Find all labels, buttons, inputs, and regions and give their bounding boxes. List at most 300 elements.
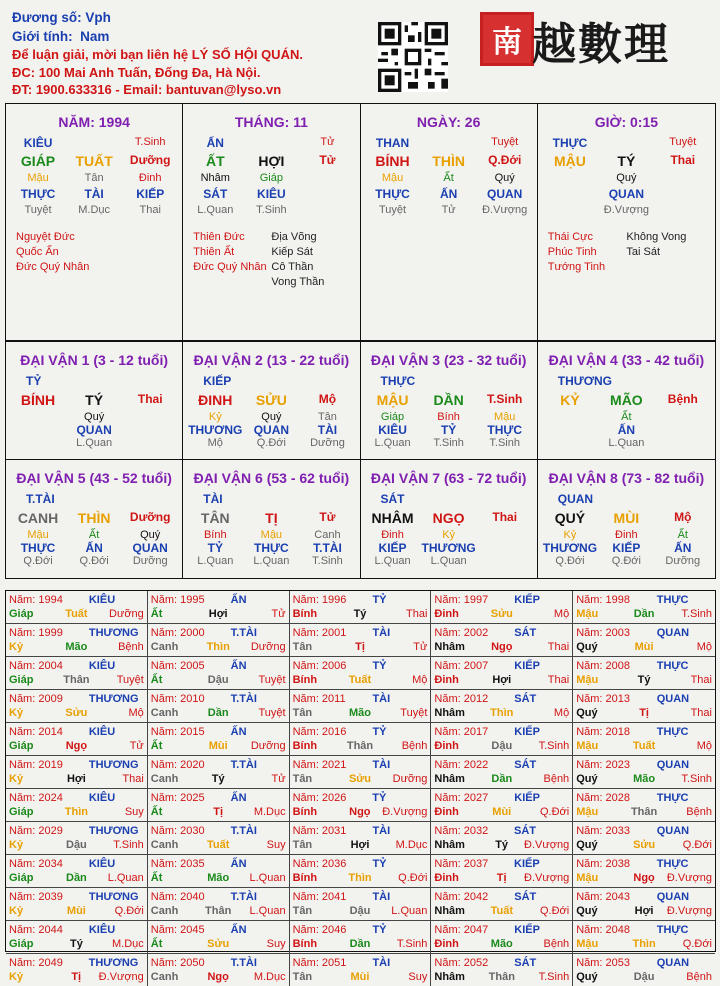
year-branch: Hợi	[492, 674, 512, 686]
year-god: TỶ	[372, 660, 387, 672]
year-god: KIÊU	[88, 660, 116, 672]
year-branch: Ngọ	[491, 641, 513, 653]
year-branch: Dậu	[491, 740, 513, 752]
year-branch: Ngọ	[65, 740, 88, 752]
hidden-stem: Quý	[261, 411, 282, 423]
pillar-cell	[243, 136, 299, 150]
pillar-cell	[299, 172, 355, 184]
year-god: KIẾP	[514, 792, 540, 804]
year-life: L.Quan	[249, 905, 286, 917]
luck-main	[361, 510, 537, 526]
year-label: Năm: 2030	[150, 825, 205, 837]
year-stem: Ất	[150, 740, 163, 752]
pillar-cell: HỢI	[258, 153, 285, 169]
year-label: Năm: 2032	[434, 825, 489, 837]
pillar-row	[6, 204, 182, 216]
year-god: TỶ	[372, 594, 387, 606]
year-cell	[573, 756, 715, 789]
pillar-row	[538, 136, 715, 150]
luck-stem: TÂN	[200, 510, 230, 526]
pillar-cell	[655, 172, 711, 184]
luck-hidden-states	[6, 555, 182, 567]
year-cell	[573, 657, 715, 690]
year-god: KIẾP	[514, 726, 540, 738]
stars-left	[193, 230, 271, 290]
hidden-god	[655, 423, 711, 437]
year-label: Năm: 2004	[9, 660, 63, 672]
luck-hidden-states	[538, 437, 715, 449]
year-life: Mộ	[128, 707, 144, 719]
hidden-stem: Canh	[314, 529, 341, 541]
year-branch: Dần	[349, 938, 371, 950]
year-cell	[431, 591, 573, 624]
year-life: Đ.Vượng	[666, 872, 712, 884]
hidden-state: L.Quan	[430, 555, 467, 567]
year-label: Năm: 2042	[434, 891, 489, 903]
pillar-cell: Tuyệt	[378, 204, 407, 216]
hidden-state: Q.Đới	[611, 555, 641, 567]
year-label: Năm: 2014	[9, 726, 63, 738]
luck-hidden	[361, 411, 537, 423]
pillar-cell: THỰC	[20, 187, 56, 201]
year-branch: Tuất	[632, 740, 656, 752]
year-label: Năm: 2005	[150, 660, 205, 672]
header-info	[12, 8, 303, 99]
pillar-cell: TÝ	[617, 153, 636, 169]
pillar-cell: BÍNH	[375, 153, 410, 169]
hidden-stem: Giáp	[380, 411, 405, 423]
year-cell	[431, 888, 573, 921]
pillar-row	[361, 172, 537, 184]
pillar-cell: ẤN	[206, 136, 224, 150]
year-branch: Tý	[353, 608, 367, 620]
year-label: Năm: 2000	[150, 627, 205, 639]
year-life: Thai	[547, 674, 570, 686]
year-life: Tử	[413, 641, 428, 653]
pillar-4	[538, 104, 715, 340]
year-label: Năm: 2027	[434, 792, 489, 804]
year-god: T.TÀI	[230, 891, 257, 903]
hidden-stem: Mậu	[493, 411, 516, 423]
star-label: Kiếp Sát	[271, 246, 313, 258]
year-god: QUAN	[656, 957, 690, 969]
hidden-god: KIẾP	[378, 541, 407, 555]
year-life: Thai	[690, 674, 712, 686]
year-god: KIÊU	[88, 924, 116, 936]
year-life: Thai	[405, 608, 428, 620]
year-life: Suy	[266, 839, 286, 851]
year-god: THƯƠNG	[88, 759, 139, 771]
hidden-state: L.Quan	[374, 437, 411, 449]
star-label: Thái Cực	[547, 231, 594, 243]
luck-hidden	[6, 529, 182, 541]
year-god: KIÊU	[88, 858, 116, 870]
year-stem: Mậu	[576, 608, 599, 620]
pillar-1	[6, 104, 183, 340]
year-life: T.Sinh	[396, 938, 428, 950]
year-life: Tuyệt	[116, 674, 144, 686]
year-stem: Ất	[150, 674, 163, 686]
year-branch: Sửu	[207, 938, 230, 950]
year-label: Năm: 2045	[150, 924, 205, 936]
luck-period-6	[183, 460, 360, 578]
luck-god: KIẾP	[203, 374, 232, 388]
year-branch: Thân	[630, 806, 658, 818]
year-life: Mộ	[696, 740, 712, 752]
year-life: Thai	[547, 641, 570, 653]
star-label: Tướng Tinh	[547, 261, 606, 273]
year-god: QUAN	[656, 891, 690, 903]
luck-life: Thai	[492, 510, 518, 524]
year-cell	[431, 624, 573, 657]
luck-life: Bệnh	[667, 392, 698, 406]
luck-god: SÁT	[380, 492, 405, 506]
year-branch: Thân	[488, 971, 515, 983]
year-label: Năm: 2028	[576, 792, 630, 804]
year-life: Bệnh	[543, 773, 570, 785]
year-branch: Dậu	[349, 905, 371, 917]
year-god: KIẾP	[514, 594, 540, 606]
phone-email: ĐT: 1900.633316 - Email: bantuvan@lyso.vn	[12, 82, 282, 97]
owner-name: Đương số: Vph	[12, 10, 111, 25]
year-label: Năm: 2016	[292, 726, 347, 738]
year-branch: Mão	[633, 773, 656, 785]
year-label: Năm: 2023	[576, 759, 630, 771]
year-life: Thai	[122, 773, 144, 785]
year-stem: Canh	[150, 773, 179, 785]
year-god: T.TÀI	[230, 825, 257, 837]
luck-hidden-gods	[183, 541, 359, 555]
hidden-god: TỶ	[207, 541, 223, 555]
pillar-row	[6, 187, 182, 201]
luck-title: ĐẠI VẬN 5 (43 - 52 tuổi)	[16, 470, 172, 486]
year-branch: Hợi	[208, 608, 228, 620]
year-cell	[573, 591, 715, 624]
year-label: Năm: 2050	[150, 957, 205, 969]
pillar-cell: Tử	[320, 136, 335, 148]
hidden-state	[655, 437, 711, 449]
luck-main	[6, 392, 182, 408]
year-stem: Canh	[150, 641, 179, 653]
year-cell	[6, 789, 148, 822]
year-branch: Mùi	[350, 971, 370, 983]
year-stem: Đinh	[434, 674, 459, 686]
pillar-row	[538, 187, 715, 201]
year-life: Q.Đới	[682, 839, 712, 851]
pillar-title: THÁNG: 11	[234, 114, 308, 130]
year-label: Năm: 2040	[150, 891, 205, 903]
year-label: Năm: 2003	[576, 627, 630, 639]
year-branch: Mão	[65, 641, 88, 653]
year-stem: Nhâm	[434, 971, 465, 983]
luck-main	[6, 510, 182, 526]
pillar-cell: Tử	[441, 204, 456, 216]
year-life: Đ.Vượng	[524, 839, 570, 851]
hidden-god: THƯƠNG	[188, 423, 243, 437]
pillar-row	[183, 136, 359, 150]
pillar-cell: KIẾP	[136, 187, 165, 201]
year-life: Tử	[271, 608, 286, 620]
year-branch: Hợi	[634, 905, 654, 917]
hidden-god: TỶ	[440, 423, 457, 437]
luck-period-3	[361, 342, 538, 460]
pillar-row	[183, 172, 359, 184]
year-life: Bệnh	[401, 740, 428, 752]
pillar-title: GIỜ: 0:15	[594, 114, 659, 130]
pillar-cell: M.Dục	[78, 204, 110, 216]
hidden-god: ẤN	[85, 541, 103, 555]
luck-hidden-gods	[183, 423, 359, 437]
pillar-cell: ẤN	[439, 187, 458, 201]
luck-title: ĐẠI VẬN 3 (23 - 32 tuổi)	[370, 352, 527, 368]
year-life: Dưỡng	[392, 773, 428, 785]
pillar-cell: Đ.Vượng	[482, 204, 528, 216]
pillar-cell	[655, 187, 711, 201]
red-seal-stamp: 南	[480, 12, 534, 66]
year-label: Năm: 1994	[9, 594, 63, 606]
luck-hidden-gods	[538, 541, 715, 555]
year-label: Năm: 2053	[576, 957, 630, 969]
year-cell	[290, 855, 432, 888]
hidden-god: THỰC	[20, 541, 56, 555]
year-label: Năm: 2029	[9, 825, 63, 837]
hidden-god: ẤN	[674, 541, 692, 555]
pillar-cell	[299, 187, 355, 201]
year-cell	[290, 657, 432, 690]
year-god: TỶ	[372, 858, 387, 870]
pillar-cell: Mậu	[381, 172, 404, 184]
year-branch: Ngọ	[349, 806, 371, 818]
hidden-state	[542, 437, 598, 449]
year-god: T.TÀI	[230, 627, 257, 639]
year-god: SÁT	[514, 957, 537, 969]
year-god: KIÊU	[88, 792, 116, 804]
pillar-row	[538, 172, 715, 184]
year-god: KIÊU	[88, 726, 116, 738]
year-life: T.Sinh	[681, 773, 712, 785]
year-cell	[6, 723, 148, 756]
hidden-state: L.Quan	[253, 555, 290, 567]
year-label: Năm: 2010	[150, 693, 205, 705]
pillar-cell: QUAN	[487, 187, 523, 201]
qr-code-icon	[378, 22, 448, 92]
year-cell	[6, 921, 148, 954]
year-branch: Thìn	[490, 707, 514, 719]
year-stem: Quý	[576, 641, 598, 653]
year-branch: Tuất	[348, 674, 372, 686]
year-branch: Hợi	[66, 773, 86, 785]
year-branch: Mão	[207, 872, 230, 884]
year-stem: Bính	[292, 740, 318, 752]
hidden-state: L.Quan	[374, 555, 411, 567]
pillar-2	[183, 104, 360, 340]
luck-branch: NGỌ	[432, 510, 465, 526]
year-life: Bệnh	[686, 971, 712, 983]
hidden-god: THƯƠNG	[542, 541, 598, 555]
year-life: Q.Đới	[682, 938, 712, 950]
pillar-cell: Ất	[443, 172, 454, 184]
year-cell	[573, 789, 715, 822]
year-life: T.Sinh	[538, 971, 570, 983]
star-label: Quốc Ấn	[16, 246, 59, 258]
hidden-stem: Đinh	[381, 529, 404, 541]
year-cell	[431, 822, 573, 855]
year-cell	[431, 855, 573, 888]
hidden-stem: Bính	[203, 529, 227, 541]
pillar-cell: KIÊU	[23, 136, 53, 150]
year-god: TÀI	[372, 759, 391, 771]
address: ĐC: 100 Mai Anh Tuấn, Đống Đa, Hà Nội.	[12, 64, 261, 80]
year-label: Năm: 2051	[292, 957, 347, 969]
hidden-stem: Đinh	[615, 529, 638, 541]
year-cell	[6, 822, 148, 855]
year-life: Dưỡng	[250, 740, 286, 752]
luck-period-1	[6, 342, 183, 460]
year-god: TÀI	[372, 693, 391, 705]
year-life: Mộ	[412, 674, 428, 686]
year-cell	[148, 822, 290, 855]
luck-branch: MÙI	[613, 510, 640, 526]
year-cell	[148, 756, 290, 789]
hidden-god: THƯƠNG	[421, 541, 476, 555]
year-stem: Canh	[150, 839, 179, 851]
year-label: Năm: 2006	[292, 660, 347, 672]
year-cell	[431, 954, 573, 986]
hidden-god: T.TÀI	[313, 541, 342, 555]
year-branch: Tị	[355, 641, 365, 653]
year-stem: Nhâm	[434, 641, 465, 653]
pillar-cell: TUẤT	[75, 153, 113, 169]
year-stem: Đinh	[434, 872, 459, 884]
year-branch: Dậu	[207, 674, 229, 686]
pillar-cell: Tuyệt	[669, 136, 697, 148]
luck-hidden	[538, 411, 715, 423]
year-label: Năm: 1998	[576, 594, 630, 606]
year-life: Mộ	[553, 608, 570, 620]
year-god: THƯƠNG	[88, 627, 139, 639]
year-stem: Quý	[576, 905, 598, 917]
hidden-stem	[542, 411, 598, 423]
year-label: Năm: 2052	[434, 957, 489, 969]
luck-hidden-gods	[6, 541, 182, 555]
luck-hidden-gods	[538, 423, 715, 437]
year-stem: Đinh	[434, 806, 459, 818]
year-god: ẤN	[230, 594, 247, 606]
year-label: Năm: 2015	[150, 726, 205, 738]
year-label: Năm: 2024	[9, 792, 63, 804]
pillar-cell: Tử	[319, 153, 336, 167]
year-cell	[573, 954, 715, 986]
year-life: Suy	[408, 971, 428, 983]
year-god: KIẾP	[514, 660, 540, 672]
year-cell	[148, 723, 290, 756]
year-label: Năm: 2043	[576, 891, 630, 903]
year-cell	[6, 888, 148, 921]
luck-branch: TÝ	[85, 392, 104, 408]
year-life: T.Sinh	[113, 839, 144, 851]
hidden-state: Q.Đới	[256, 437, 286, 449]
year-stem: Nhâm	[434, 707, 465, 719]
luck-main	[183, 510, 359, 526]
luck-god: THỰC	[380, 374, 416, 388]
hidden-stem: Kỷ	[442, 529, 456, 541]
year-label: Năm: 2008	[576, 660, 630, 672]
year-god: T.TÀI	[230, 693, 257, 705]
hidden-stem: Quý	[84, 411, 105, 423]
year-life: Mộ	[696, 641, 712, 653]
luck-hidden-states	[361, 437, 537, 449]
year-label: Năm: 2013	[576, 693, 630, 705]
hidden-state: T.Sinh	[489, 437, 520, 449]
year-cell	[6, 756, 148, 789]
hidden-god: QUAN	[76, 423, 112, 437]
year-life: Q.Đới	[114, 905, 144, 917]
year-life: T.Sinh	[681, 608, 712, 620]
year-god: THƯƠNG	[88, 825, 139, 837]
luck-period-4	[538, 342, 715, 460]
pillar-cell: MẬU	[554, 153, 586, 169]
year-cell	[6, 954, 148, 986]
pillar-cell: L.Quan	[197, 204, 234, 216]
luck-title: ĐẠI VẬN 4 (33 - 42 tuổi)	[548, 352, 705, 368]
year-branch: Sửu	[65, 707, 88, 719]
year-label: Năm: 2002	[434, 627, 489, 639]
year-label: Năm: 2033	[576, 825, 630, 837]
year-cell	[431, 723, 573, 756]
hidden-god: KIẾP	[612, 541, 641, 555]
year-label: Năm: 2035	[150, 858, 205, 870]
year-stem: Kỷ	[9, 905, 24, 917]
year-cell	[573, 690, 715, 723]
year-label: Năm: 1996	[292, 594, 347, 606]
pillar-cell: Tuyệt	[491, 136, 519, 148]
luck-stem: QUÝ	[554, 510, 586, 526]
pillar-cell: Tân	[84, 172, 104, 184]
year-branch: Sửu	[348, 773, 371, 785]
year-stem: Nhâm	[434, 839, 465, 851]
year-stem: Bính	[292, 674, 318, 686]
pillar-cell: Đinh	[138, 172, 162, 184]
year-stem: Mậu	[576, 674, 599, 686]
year-cell	[6, 624, 148, 657]
year-life: L.Quan	[249, 872, 286, 884]
year-label: Năm: 2026	[292, 792, 347, 804]
pillar-cell: T.Sinh	[134, 136, 166, 148]
year-branch: Tý	[637, 674, 651, 686]
year-stem: Nhâm	[434, 905, 465, 917]
pillar-row	[361, 153, 537, 169]
hidden-stem	[477, 529, 533, 541]
year-cell	[290, 591, 432, 624]
stars-left	[548, 230, 627, 275]
year-cell	[148, 954, 290, 986]
year-branch: Mùi	[634, 641, 654, 653]
year-branch: Tị	[213, 806, 224, 818]
year-stem: Tân	[292, 839, 313, 851]
hidden-god	[542, 423, 598, 437]
luck-hidden-states	[6, 437, 182, 449]
year-god: TÀI	[372, 891, 391, 903]
year-cell	[290, 756, 432, 789]
pillar-cell: QUAN	[608, 187, 645, 201]
year-cell	[6, 657, 148, 690]
year-label: Năm: 2020	[150, 759, 205, 771]
year-life: Q.Đới	[539, 806, 570, 818]
pillar-cell	[542, 204, 598, 216]
year-branch: Tuất	[490, 905, 513, 917]
year-stem: Bính	[292, 608, 318, 620]
luck-main	[538, 392, 715, 408]
